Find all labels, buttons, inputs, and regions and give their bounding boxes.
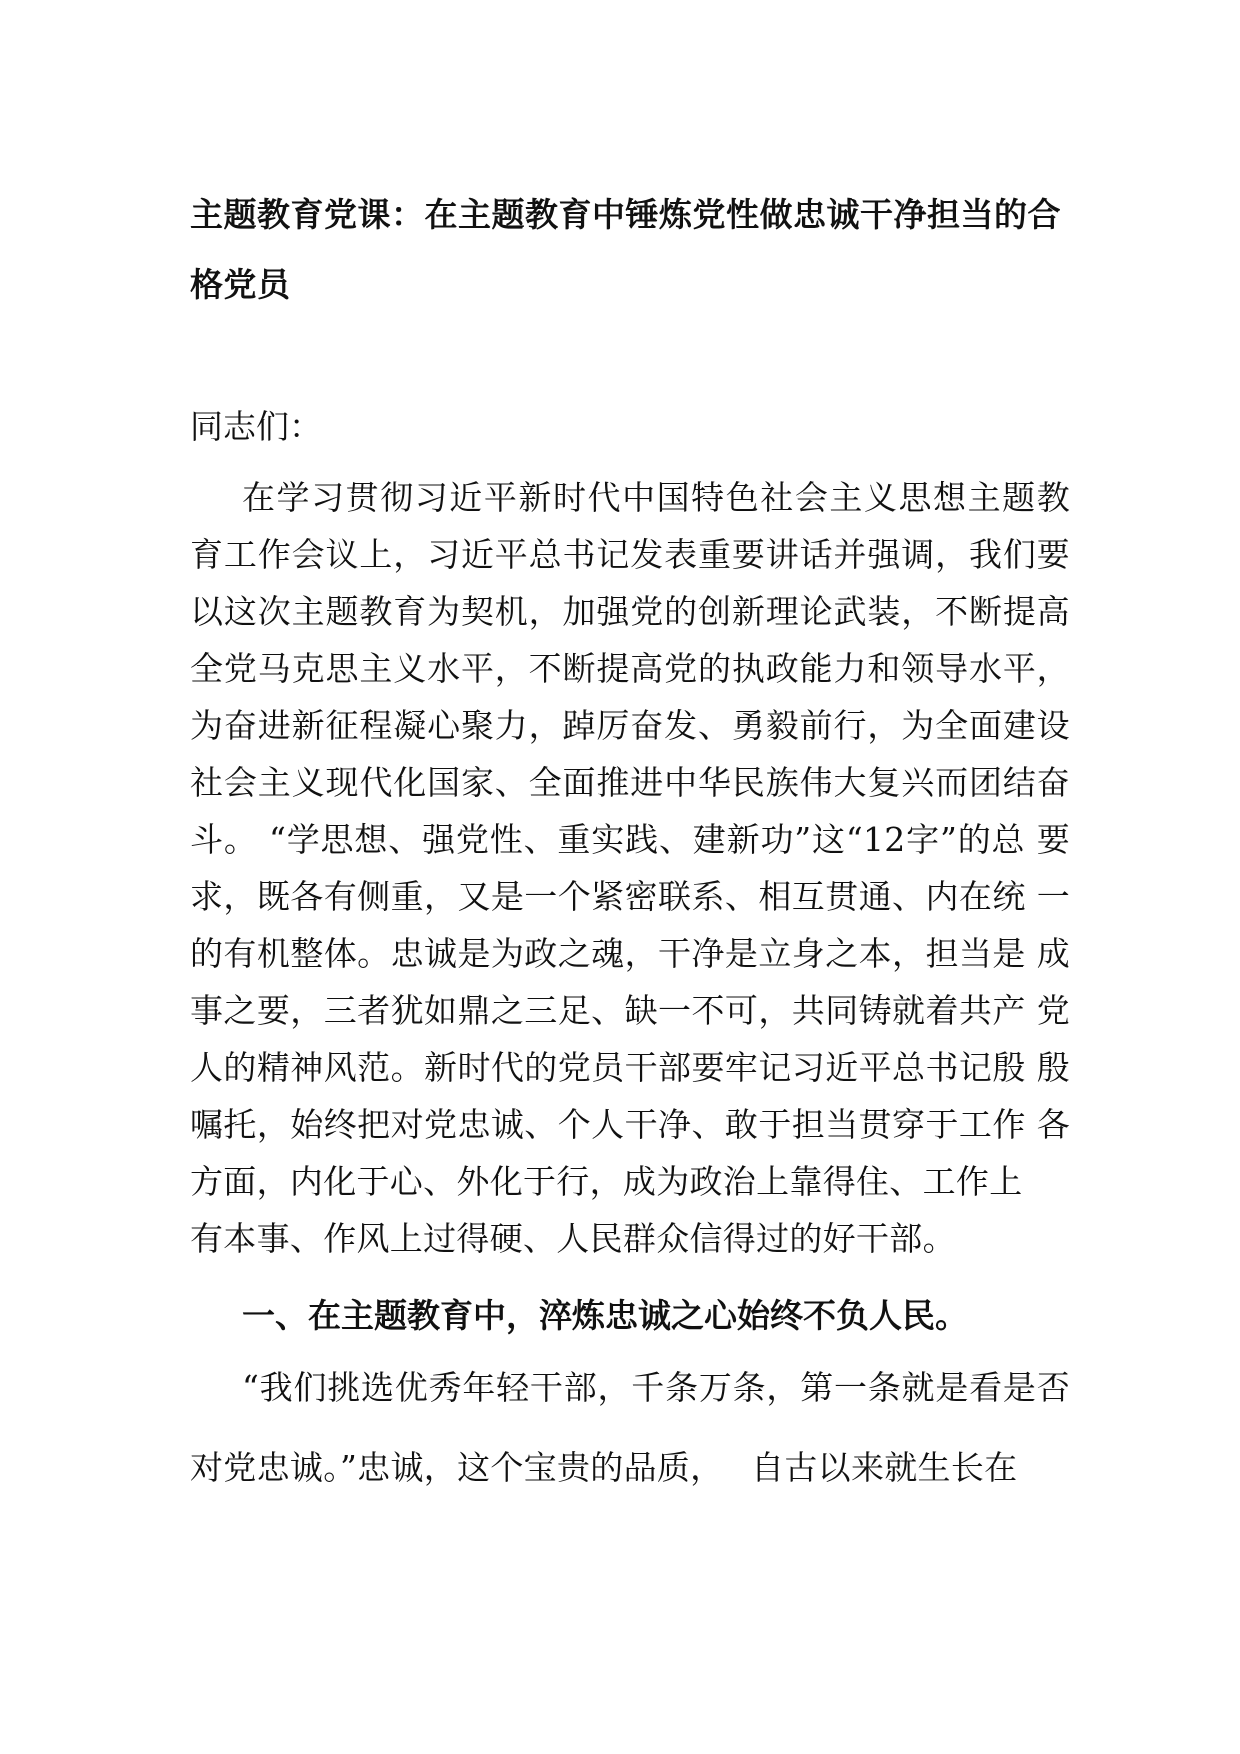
body-paragraph-1 [190, 469, 1070, 1267]
salutation: 同志们： [190, 407, 322, 446]
section-heading-1: 一、在主题教育中，淬炼忠诚之心始终不负人民。 [242, 1296, 968, 1335]
paragraph-1-text: 在学习贯彻习近平新时代中国特色社会主义思想主题教育工作会议上，习近平总书记发表重要讲话并强调，我们要以这次主题教育为契机，加强党的创新理论武装，不断提高全党马克思主义水平，不断提高党的执政能力和领导水平，为奋进新征程凝心聚力，踔厉奋发、勇毅前行，为全面建设社会主义现代化国家、全面推进中华民族伟大复兴而团结奋斗。 “学思想、强党性、重实践、建新功”这“12字”的总 要求，既各有侧重，又是一个紧密联系、相互贯通、内在统 一的有机整体。忠诚是为政之魂，干净是立身之本，担当是 成事之要，三者犹如鼎之三足、缺一不可，共同铸就着共产 党人的精神风范。新时代的党员干部要牢记习近平总书记殷 殷嘱托，始终把对党忠诚、个人干净、敢于担当贯穿于工作 各方面，内化于心、外化于行，成为政治上靠得住、工作上 [190, 478, 1070, 1201]
document-title: 主题教育党课：在主题教育中锤炼党性做忠诚干净担当的合格党员 [190, 195, 1061, 304]
document-page [190, 180, 1070, 1508]
body-paragraph-2: “我们挑选优秀年轻干部，千条万条，第一条就是看是否对党忠诚。”忠诚，这个宝贵的品质， 自古以来就生长在 [190, 1368, 1070, 1487]
paragraph-1-tail: 有本事、作风上过得硬、人民群众信得过的好干部。 [190, 1219, 956, 1258]
